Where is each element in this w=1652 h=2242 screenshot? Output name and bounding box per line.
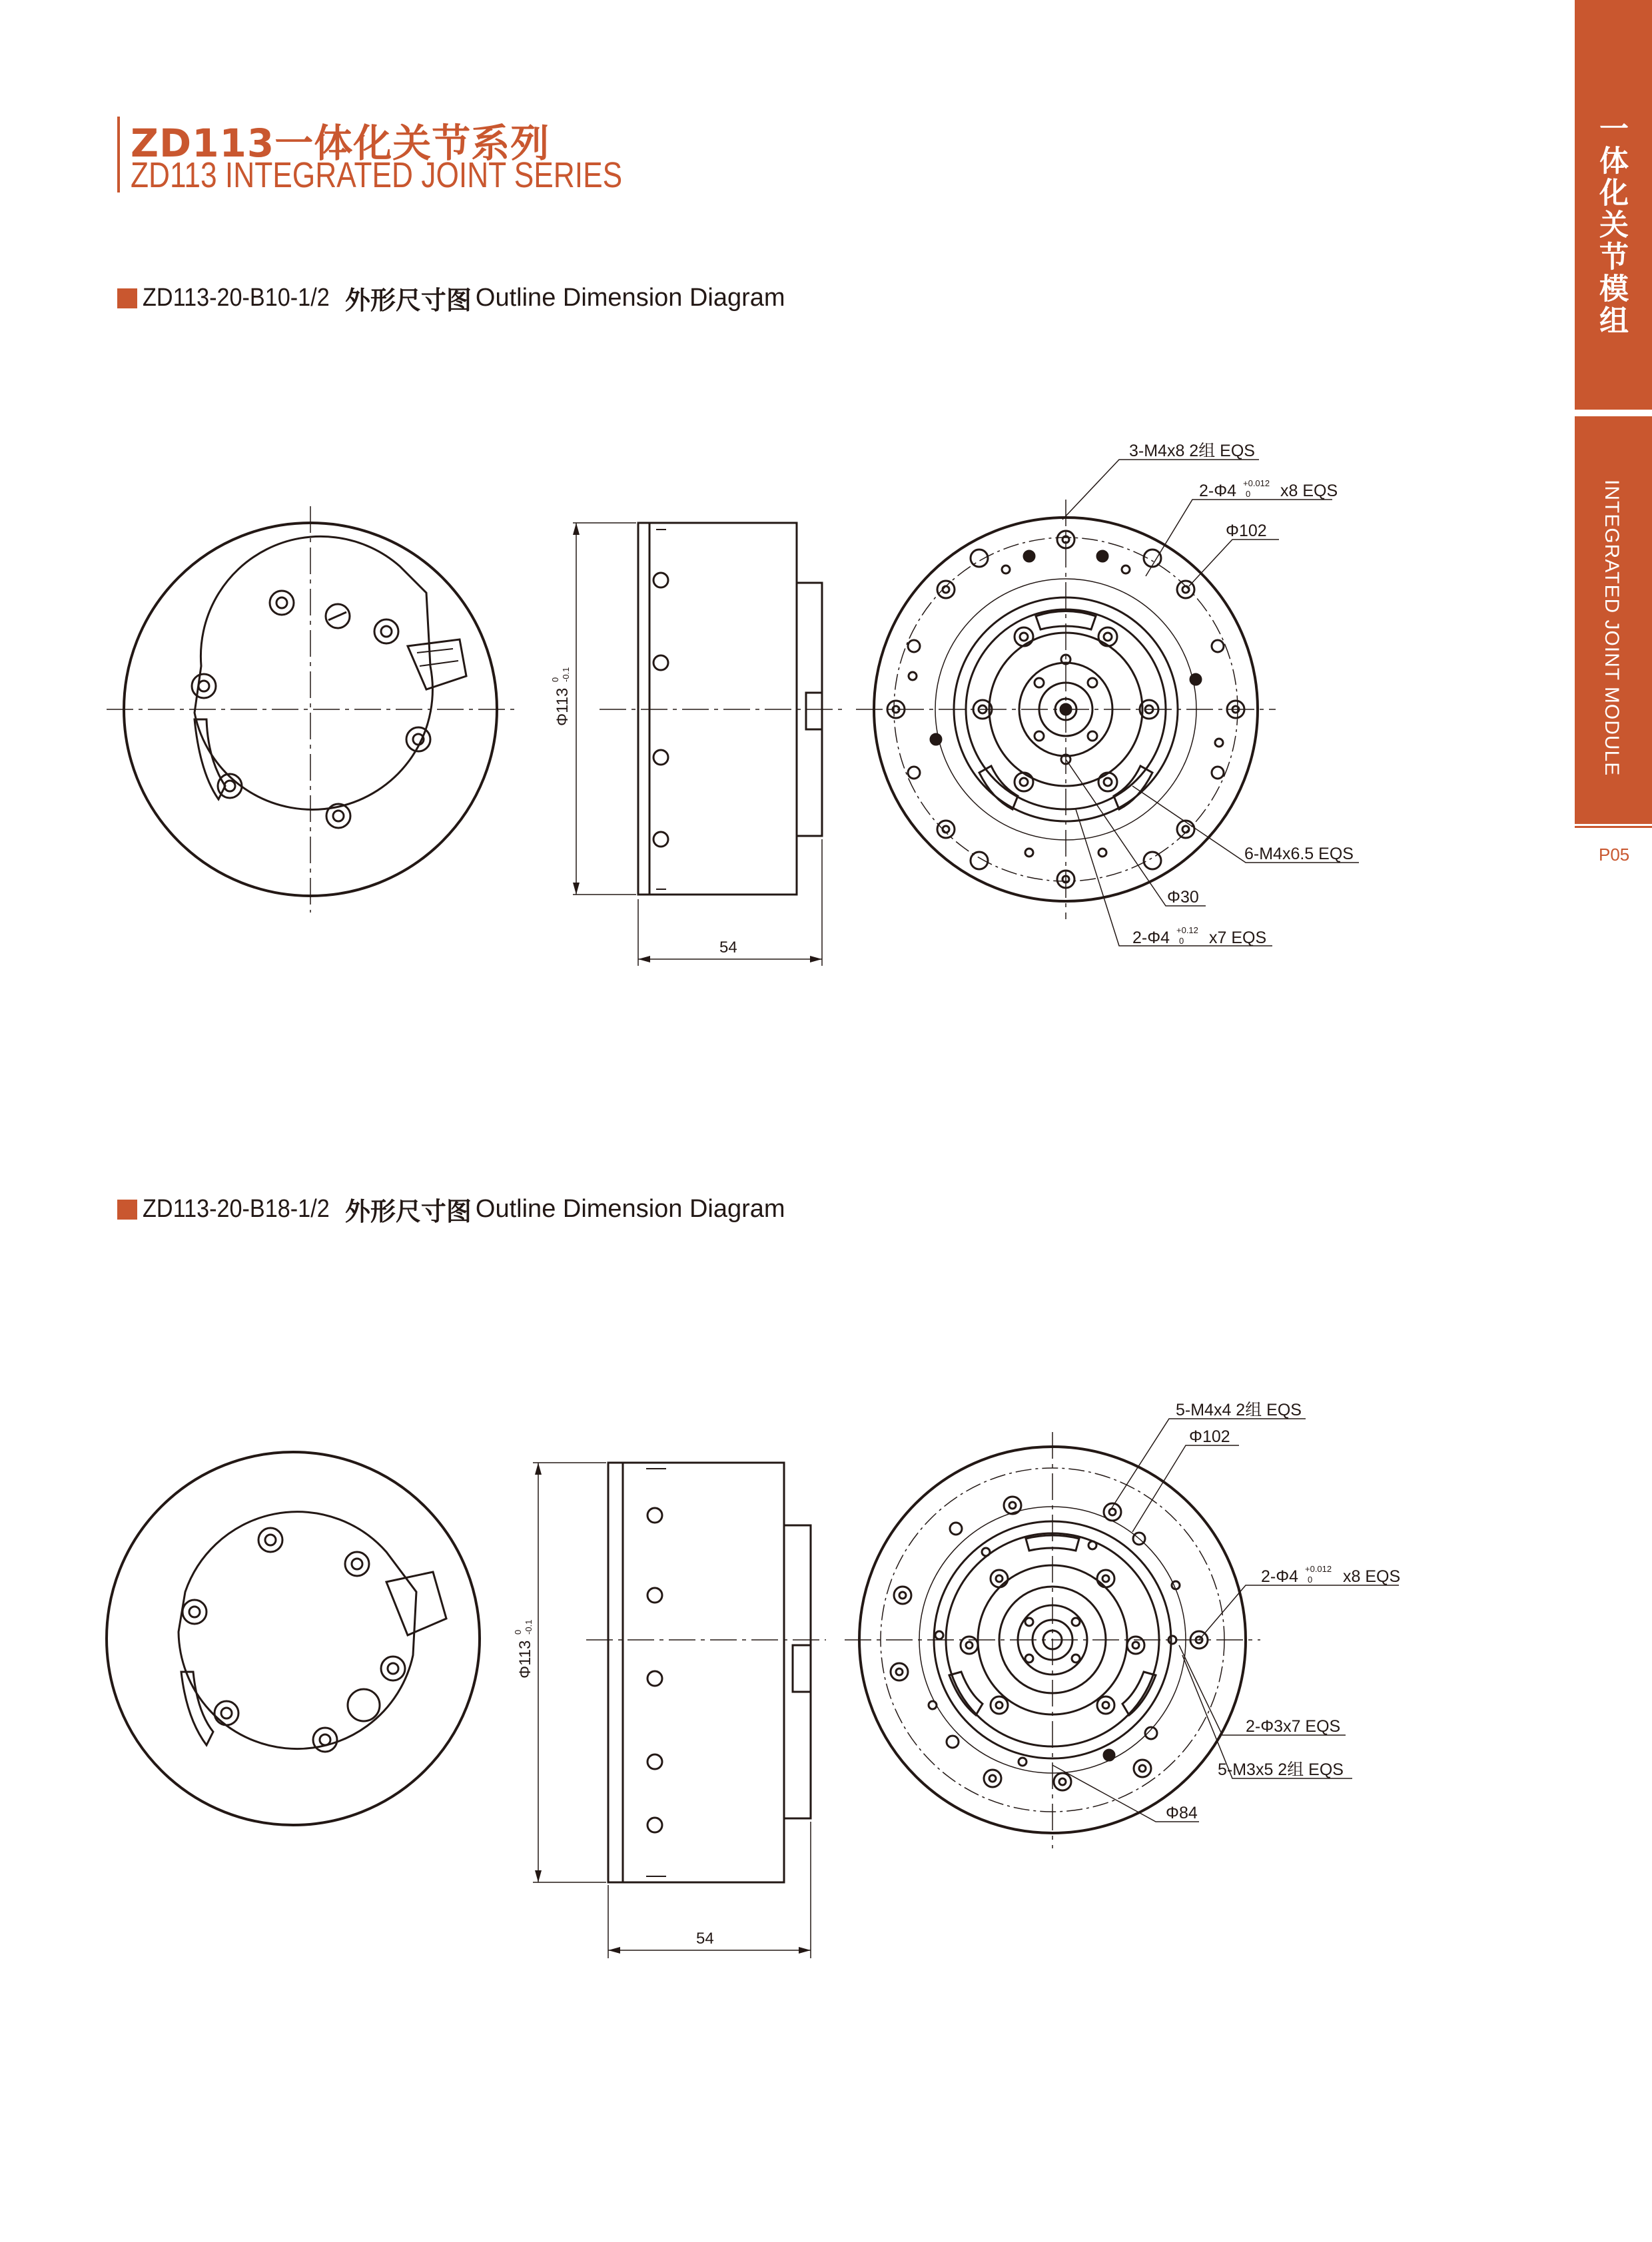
callout-label-toleranced [1132, 925, 1266, 947]
series-title-en: ZD113 INTEGRATED JOINT SERIES [131, 155, 623, 195]
tolerance-upper: 0 [513, 1629, 523, 1635]
side-tab-title-en: INTEGRATED JOINT MODULE [1601, 480, 1623, 777]
tolerance-lower: -0.1 [561, 667, 571, 682]
callout-sup-upper: +0.012 [1243, 478, 1270, 488]
callout-tail: x7 EQS [1209, 929, 1267, 947]
series-title-zh: ZD113一体化关节系列 [131, 121, 550, 166]
callout-main: 2-Φ4 [1199, 482, 1237, 500]
section-bullet-square [117, 1200, 137, 1220]
side-view [533, 1463, 826, 1958]
section-title-en: Outline Dimension Diagram [475, 1195, 785, 1223]
callout-label: Φ102 [1226, 522, 1267, 540]
callout-label: 6-M4x6.5 EQS [1244, 845, 1354, 863]
callout-label: 5-M4x4 2组 EQS [1176, 1401, 1302, 1419]
callout-label: Φ30 [1167, 888, 1199, 907]
side-tab-title-zh: 一体化关节模组 [1594, 113, 1628, 337]
outline-drawing-2 [0, 1392, 1532, 1948]
callout-sup-lower: 0 [1179, 936, 1184, 946]
diameter-dimension [513, 1620, 534, 1679]
callout-label-toleranced [1199, 478, 1338, 500]
front-view [856, 500, 1276, 919]
outline-drawing-1 [0, 426, 1532, 999]
callout-label: 5-M3x5 2组 EQS [1218, 1760, 1344, 1779]
tolerance-upper: 0 [550, 677, 560, 682]
side-tab-divider [1575, 826, 1652, 828]
callout-label-toleranced [1261, 1564, 1400, 1586]
side-tab-gap [1575, 410, 1652, 416]
callout-tail: x8 EQS [1280, 482, 1338, 500]
callout-tail: x8 EQS [1343, 1567, 1401, 1586]
section-bullet-square [117, 288, 137, 308]
callout-leaders [1062, 460, 1359, 946]
callout-sup-upper: +0.012 [1305, 1564, 1332, 1574]
front-view [845, 1432, 1260, 1848]
callout-label: 3-M4x8 2组 EQS [1129, 442, 1255, 460]
back-view [107, 1452, 480, 1825]
section-title-en: Outline Dimension Diagram [475, 284, 785, 312]
section-heading-2 [117, 1191, 785, 1228]
section-model-code: ZD113-20-B10-1/2 [143, 284, 330, 312]
diameter-value: Φ113 [554, 687, 572, 726]
section-title-zh: 外形尺寸图 [344, 1197, 472, 1226]
diameter-value: Φ113 [516, 1640, 534, 1679]
back-view [107, 506, 520, 913]
length-dimension: 54 [719, 938, 737, 956]
section-heading-1 [117, 280, 785, 316]
callout-label: Φ84 [1166, 1804, 1198, 1822]
length-dimension: 54 [696, 1930, 714, 1948]
callout-main: 2-Φ4 [1261, 1567, 1299, 1586]
callout-main: 2-Φ4 [1132, 929, 1170, 947]
tolerance-lower: -0.1 [524, 1619, 534, 1635]
callout-sup-upper: +0.12 [1176, 925, 1198, 935]
side-view [573, 523, 846, 966]
page-number: P05 [1599, 845, 1630, 865]
title-accent-bar [117, 117, 120, 192]
callout-sup-lower: 0 [1246, 489, 1251, 499]
callout-sup-lower: 0 [1308, 1575, 1313, 1585]
section-title-zh: 外形尺寸图 [344, 286, 472, 315]
callout-label: 2-Φ3x7 EQS [1246, 1717, 1341, 1736]
diameter-dimension [550, 667, 572, 726]
callout-label: Φ102 [1189, 1427, 1230, 1446]
section-model-code: ZD113-20-B18-1/2 [143, 1195, 330, 1223]
